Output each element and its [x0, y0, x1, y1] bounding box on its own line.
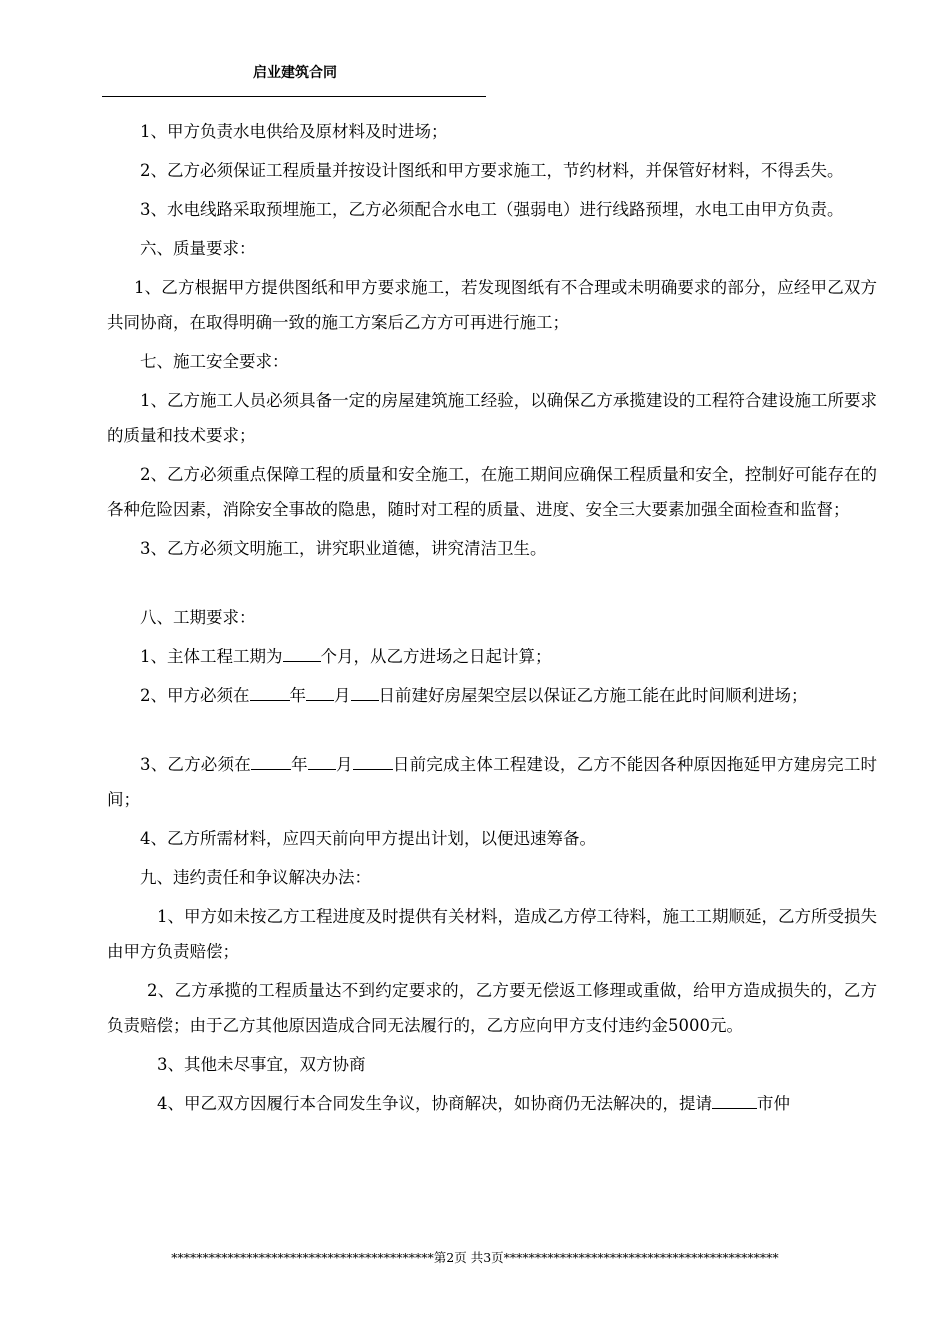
clause-worker-experience: 1、乙方施工人员必须具备一定的房屋建筑施工经验，以确保乙方承揽建设的工程符合建设施工所要求的质量和技术要求； — [107, 391, 877, 445]
clause-text: 4、甲乙双方因履行本合同发生争议，协商解决，如协商仍无法解决的，提请 — [157, 1094, 712, 1113]
clause-civilized-construction: 3、乙方必须文明施工，讲究职业道德，讲究清洁卫生。 — [140, 539, 547, 558]
clause-wiring: 3、水电线路采取预埋施工，乙方必须配合水电工（强弱电）进行线路预埋，水电工由甲方负责。 — [140, 200, 844, 219]
clause-drawings: 1、乙方根据甲方提供图纸和甲方要求施工，若发现图纸有不合理或未明确要求的部分，应经甲乙双方共同协商，在取得明确一致的施工方案后乙方方可再进行施工； — [107, 278, 877, 332]
clause-party-a-liability: 1、甲方如未按乙方工程进度及时提供有关材料，造成乙方停工待料，施工工期顺延，乙方所受损失由甲方负责赔偿； — [107, 907, 877, 961]
blank-day — [353, 751, 393, 770]
header-rule — [102, 96, 486, 97]
document-header-title: 启业建筑合同 — [253, 65, 337, 81]
blank-month — [306, 682, 334, 701]
clause-water-power-supply: 1、甲方负责水电供给及原材料及时进场； — [140, 122, 448, 141]
clause-text: 日前建好房屋架空层以保证乙方施工能在此时间顺利进场； — [378, 686, 808, 705]
section-heading-liability: 九、违约责任和争议解决办法： — [140, 868, 371, 887]
clause-party-b-liability: 2、乙方承揽的工程质量达不到约定要求的，乙方要无偿返工修理或重做，给甲方造成损失的，乙方负责赔偿；由于乙方其他原因造成合同无法履行的，乙方应向甲方支付违约金5000元。 — [107, 981, 877, 1035]
clause-completion-deadline — [107, 747, 877, 817]
clause-text: 市仲 — [757, 1094, 790, 1113]
clause-dispute-resolution — [107, 1086, 877, 1121]
clause-safety-control: 2、乙方必须重点保障工程的质量和安全施工，在施工期间应确保工程质量和安全，控制好可能存在的各种危险因素，消除安全事故的隐患，随时对工程的质量、进度、安全三大要素加强全面检查和监督； — [107, 465, 877, 519]
clause-quality-assurance: 2、乙方必须保证工程质量并按设计图纸和甲方要求施工，节约材料，并保管好材料，不得丢失。 — [140, 161, 844, 180]
clause-text: 1、主体工程工期为 — [140, 647, 283, 666]
blank-month — [308, 751, 336, 770]
section-heading-safety: 七、施工安全要求： — [140, 352, 289, 371]
blank-city — [712, 1090, 757, 1109]
section-heading-quality: 六、质量要求： — [140, 239, 256, 258]
blank-day — [351, 682, 379, 701]
clause-main-duration — [107, 639, 877, 674]
blank-year — [251, 751, 291, 770]
clause-text: 月 — [334, 686, 351, 705]
clause-text: 月 — [335, 755, 353, 774]
clause-material-plan: 4、乙方所需材料，应四天前向甲方提出计划，以便迅速筹备。 — [140, 829, 596, 848]
clause-text: 个月，从乙方进场之日起计算； — [320, 647, 552, 666]
clause-text: 2、甲方必须在 — [140, 686, 250, 705]
page-footer: ******************************************第2页 共3页******************************************** — [171, 1250, 779, 1265]
clause-other-matters: 3、其他未尽事宜，双方协商 — [157, 1055, 366, 1074]
blank-year — [250, 682, 290, 701]
blank-months — [283, 643, 321, 662]
document-body — [107, 114, 877, 1125]
clause-ground-floor-deadline — [107, 678, 877, 713]
clause-text: 年 — [289, 686, 306, 705]
clause-text: 日前完成主体工程建设，乙方不能因各种原因拖延甲方建房完工时间； — [107, 755, 878, 809]
clause-text: 3、乙方必须在 — [140, 755, 251, 774]
clause-text: 年 — [290, 755, 308, 774]
section-heading-schedule: 八、工期要求： — [140, 608, 256, 627]
